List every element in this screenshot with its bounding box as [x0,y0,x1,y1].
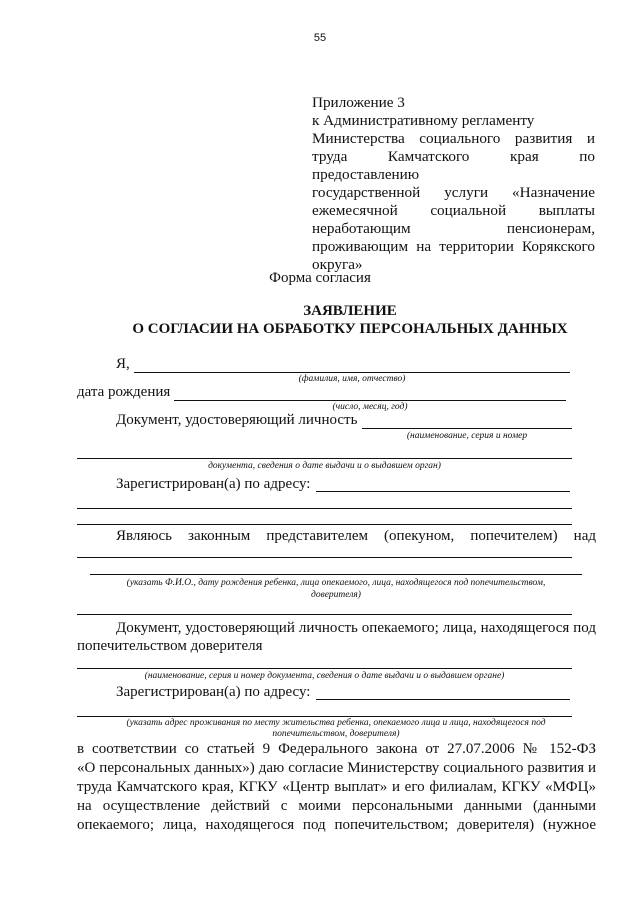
page-number: 55 [313,32,327,44]
ward-document-caption: (наименование, серия и номер документа, сведения о дате выдачи и о выдавшем органе) [144,671,505,681]
registration-label: Зарегистрирован(а) по адресу: [116,476,311,492]
ward-document-field-line[interactable] [77,668,572,669]
ward-registration-label: Зарегистрирован(а) по адресу: [116,684,311,700]
appendix-line: ежемесячной социальной выплаты [312,202,595,219]
ward-registration-field-line-2[interactable] [77,716,572,717]
ward-document-label-line-2: попечительством доверителя [77,638,263,654]
title-line-1: ЗАЯВЛЕНИЕ [303,303,397,319]
representative-text: Являюсь законным представителем (опекуном, попечителем) над [116,528,596,544]
representative-caption-1: (указать Ф.И.О., дату рождения ребенка, лица опекаемого, лица, находящегося под попечительством, [126,578,546,588]
form-label: Форма согласия [269,270,371,286]
representative-caption-2: доверителя) [311,590,361,600]
consent-line: на осуществление действий с моими персональными данными (данными [77,798,596,814]
ward-registration-field-line[interactable] [316,699,570,700]
fio-field-line[interactable] [134,372,570,373]
consent-line: опекаемого; лица, находящегося под попечительством; доверителя) (нужное [77,817,596,833]
registration-field-line[interactable] [316,491,570,492]
appendix-line: государственной услуги «Назначение [312,184,595,201]
appendix-line: проживающим на территории Корякского [312,238,595,255]
representative-field-line-3[interactable] [77,614,572,615]
birth-date-caption: (число, месяц, год) [332,402,408,412]
title-line-2: О СОГЛАСИИ НА ОБРАБОТКУ ПЕРСОНАЛЬНЫХ ДАННЫХ [132,321,568,337]
registration-field-line-2[interactable] [77,508,572,509]
consent-paragraph [77,740,596,835]
birth-date-label: дата рождения [77,384,171,400]
document-title [0,302,640,338]
representative-field-line[interactable] [77,557,572,558]
id-document-caption-1: (наименование, серия и номер [406,431,528,441]
appendix-header [312,94,595,274]
consent-line: «О персональных данных») даю согласие Министерству социального развития и [77,760,596,776]
consent-line: труда Камчатского края, КГКУ «Центр выплат» и его филиалам, КГКУ «МФЦ» [77,779,596,795]
ward-address-caption-1: (указать адрес проживания по месту жительства ребенка, опекаемого лица и лица, находящегося под [126,718,546,728]
id-document-field-line[interactable] [362,428,572,429]
ward-address-caption-2: попечительством, доверителя) [272,729,400,739]
appendix-line: неработающим пенсионерам, [312,220,595,237]
appendix-line: Министерства социального развития и [312,130,595,147]
birth-date-field-line[interactable] [174,400,566,401]
consent-line: в соответствии со статьей 9 Федерального закона от 27.07.2006 № 152-ФЗ [77,741,596,757]
appendix-line: труда Камчатского края по предоставлению [312,148,595,183]
appendix-line: к Административному регламенту [312,112,535,129]
appendix-line: Приложение 3 [312,94,405,111]
id-document-field-line-2[interactable] [77,458,572,459]
ward-document-label-line-1: Документ, удостоверяющий личность опекаемого; лица, находящегося под [116,620,596,636]
registration-field-line-3[interactable] [77,524,572,525]
appendix-line: округа» [312,256,363,273]
id-document-caption-2: документа, сведения о дате выдачи и о выдавшем орган) [208,461,441,471]
i-label: Я, [116,356,130,372]
id-document-label: Документ, удостоверяющий личность [116,412,358,428]
fio-caption: (фамилия, имя, отчество) [298,374,406,384]
representative-field-line-2[interactable] [90,574,582,575]
